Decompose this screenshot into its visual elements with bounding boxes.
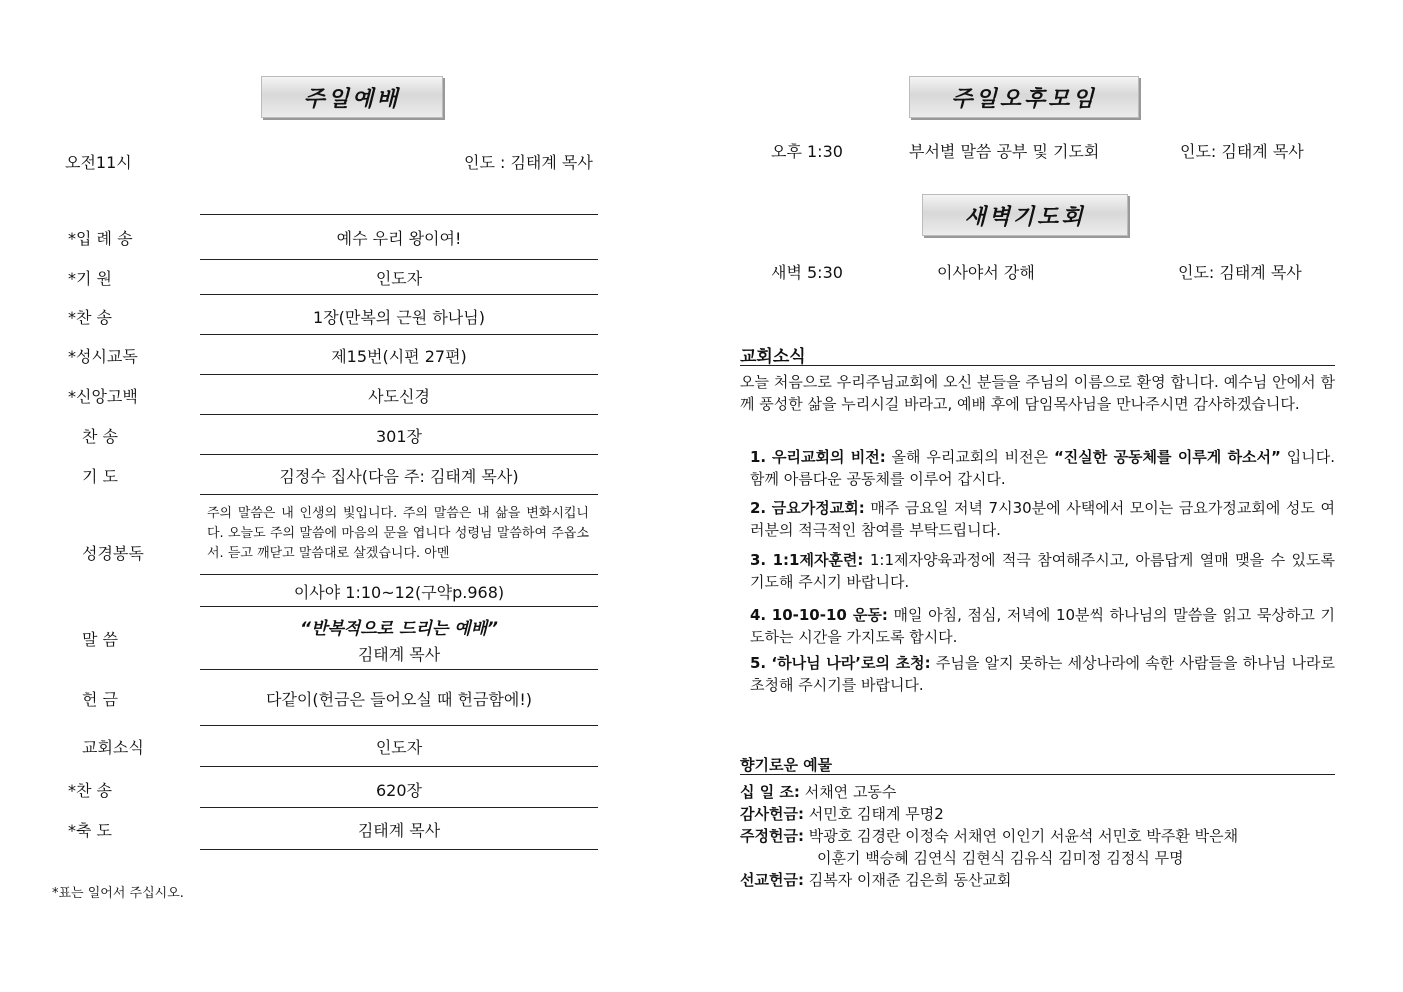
- offering-label: 선교헌금:: [740, 871, 804, 889]
- order-label: *입 례 송: [68, 229, 133, 248]
- offering-row: [817, 847, 1184, 869]
- news-item-title: 금요가정교회:: [771, 499, 865, 517]
- news-item-text: 매일 아침, 점심, 저녁에 10분씩 하나님의 말씀을 읽고 묵상하고 기도하는 시간을 가지도록 합시다.: [750, 606, 1335, 646]
- afternoon-desc: 부서별 말씀 공부 및 기도회: [909, 142, 1100, 161]
- news-item-text: 주님을 알지 못하는 세상나라에 속한 사람들을 하나님 나라로 초청해 주시기를 바랍니다.: [750, 654, 1335, 694]
- news-item: [750, 446, 1335, 490]
- offering-names: 박광호 김경란 이정숙 서채연 이인기 서윤석 서민호 박주환 박은채: [808, 827, 1239, 845]
- order-label: *성시교독: [68, 347, 138, 366]
- news-item: [750, 497, 1335, 541]
- offering-names: 서채연 고동수: [804, 783, 897, 801]
- table-bottom-line: [200, 849, 598, 850]
- order-label: *찬 송: [68, 781, 112, 800]
- afternoon-banner-text: 주일오후모임: [951, 86, 1097, 112]
- afternoon-time: 오후 1:30: [771, 142, 843, 161]
- row-divider: [200, 294, 598, 295]
- sermon-label: 말 씀: [82, 630, 118, 649]
- order-label: 찬 송: [82, 427, 118, 446]
- dawn-leader: 인도: 김태계 목사: [1178, 263, 1302, 282]
- table-top-line: [200, 214, 598, 215]
- order-label: *기 원: [68, 269, 112, 288]
- row-divider: [200, 669, 598, 670]
- row-divider: [200, 494, 598, 495]
- news-item-num: 5.: [750, 654, 767, 672]
- news-item-num: 1.: [750, 448, 767, 466]
- offering-names: 서민호 김태계 무명2: [808, 805, 944, 823]
- news-item-text: 1:1제자양육과정에 적극 참여해주시고, 아름답게 열매 맺을 수 있도록 기도해 주시기 바랍니다.: [750, 551, 1335, 591]
- offering-label: 십 일 조:: [740, 783, 800, 801]
- dawn-banner-text: 새벽기도회: [964, 204, 1086, 230]
- news-item-text: 입니다. 함께 아름다운 공동체를 이루어 갑시다.: [750, 448, 1335, 488]
- row-divider: [200, 334, 598, 335]
- order-label: 기 도: [82, 467, 118, 486]
- news-item-text: 매주 금요일 저녁 7시30분에 사택에서 모이는 금요가정교회에 성도 여러분의 적극적인 참여를 부탁드립니다.: [750, 499, 1335, 539]
- order-value: 1장(만복의 근원 하나님): [313, 308, 485, 327]
- scripture-prayer: 주의 말씀은 내 인생의 빛입니다. 주의 말씀은 내 삶을 변화시킵니다. 오늘도 주의 말씀에 마음의 문을 엽니다 성령님 말씀하여 주옵소서. 듣고 깨닫고 말씀대로 살겠습니다. 아멘: [207, 506, 589, 561]
- row-divider: [200, 414, 598, 415]
- order-label: *신앙고백: [68, 387, 138, 406]
- offering-names: 김복자 이재준 김은희 동산교회: [808, 871, 1012, 889]
- news-item: [750, 652, 1335, 696]
- news-item: [750, 604, 1335, 648]
- row-divider: [200, 574, 598, 575]
- order-value: 620장: [376, 781, 422, 800]
- order-label: 헌 금: [82, 690, 118, 709]
- order-value: 김태계 목사: [357, 821, 441, 840]
- news-intro: 오늘 처음으로 우리주님교회에 오신 분들을 주님의 이름으로 환영 합니다. 예수님 안에서 함께 풍성한 삶을 누리시길 바라고, 예배 후에 담임목사님을 만나주시면 감사하겠습니다.: [740, 373, 1335, 413]
- offering-label: 주정헌금:: [740, 827, 804, 845]
- news-item-num: 4.: [750, 606, 767, 624]
- row-divider: [200, 766, 598, 767]
- service-time: 오전11시: [65, 153, 132, 172]
- offerings-heading: 향기로운 예물: [740, 756, 833, 774]
- order-label: *축 도: [68, 821, 112, 840]
- offering-row: [740, 869, 1011, 891]
- order-value: 김정수 집사(다음 주: 김태계 목사): [279, 467, 519, 486]
- worship-banner-text: 주일예배: [303, 86, 401, 112]
- order-value: 사도신경: [368, 387, 430, 406]
- offering-row: [740, 803, 944, 825]
- news-item-num: 3.: [750, 551, 767, 569]
- sermon-title: “반복적으로 드리는 예배”: [300, 619, 498, 639]
- offerings-heading-line: [740, 774, 1335, 775]
- offering-label: 감사헌금:: [740, 805, 804, 823]
- dawn-banner: [922, 194, 1128, 236]
- order-value: 다같이(헌금은 들어오실 때 헌금함에!): [266, 690, 532, 709]
- order-value: 제15번(시편 27편): [331, 347, 467, 366]
- order-value: 예수 우리 왕이여!: [336, 229, 462, 248]
- afternoon-leader: 인도: 김태계 목사: [1180, 142, 1304, 161]
- news-item-title: ‘하나님 나라’로의 초청:: [771, 654, 931, 672]
- news-item-emphasis: “진실한 공동체를 이루게 하소서”: [1053, 448, 1281, 466]
- row-divider: [200, 725, 598, 726]
- service-leader: 인도 : 김태계 목사: [464, 153, 593, 172]
- scripture-passage: 이사야 1:10~12(구약p.968): [293, 583, 505, 602]
- news-item: [750, 549, 1335, 593]
- news-heading: 교회소식: [740, 347, 806, 367]
- order-value: 인도자: [375, 269, 423, 288]
- news-item-pre: 올해 우리교회의 비전은: [891, 448, 1054, 466]
- row-divider: [200, 374, 598, 375]
- order-label: 교회소식: [82, 738, 144, 757]
- news-item-title: 1:1제자훈련:: [772, 551, 864, 569]
- afternoon-banner: [909, 76, 1139, 118]
- offering-row: [740, 825, 1238, 847]
- sermon-preacher: 김태계 목사: [357, 645, 441, 664]
- dawn-desc: 이사야서 강해: [937, 263, 1035, 282]
- worship-banner: [261, 76, 443, 118]
- order-value: 301장: [376, 427, 422, 446]
- offering-names: 이훈기 백승혜 김연식 김현식 김유식 김미정 김정식 무명: [817, 849, 1184, 867]
- news-item-title: 10-10-10 운동:: [771, 606, 888, 624]
- row-divider: [200, 807, 598, 808]
- standing-footnote: *표는 일어서 주십시오.: [52, 886, 184, 901]
- row-divider: [200, 606, 598, 607]
- order-value: 인도자: [375, 738, 423, 757]
- news-heading-line: [740, 365, 1335, 366]
- news-item-title: 우리교회의 비전:: [771, 448, 886, 466]
- order-label: *찬 송: [68, 308, 112, 327]
- row-divider: [200, 259, 598, 260]
- offering-row: [740, 781, 896, 803]
- news-item-num: 2.: [750, 499, 767, 517]
- row-divider: [200, 454, 598, 455]
- scripture-label: 성경봉독: [82, 544, 144, 563]
- dawn-time: 새벽 5:30: [771, 263, 843, 282]
